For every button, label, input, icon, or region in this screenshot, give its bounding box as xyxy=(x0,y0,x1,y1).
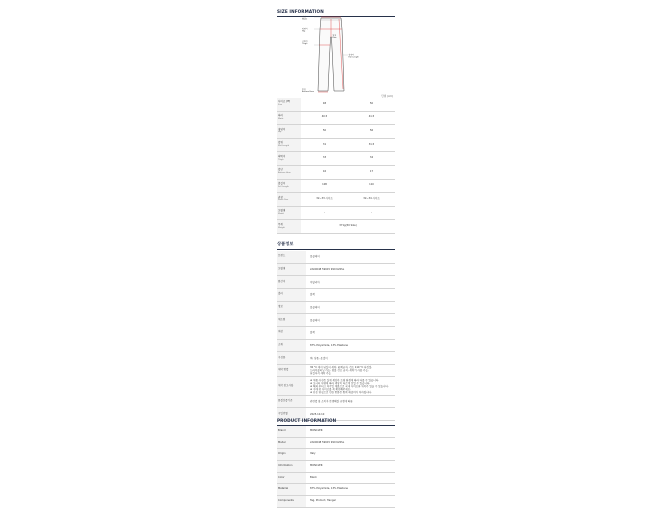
size-value: 31.5 xyxy=(348,138,395,152)
product-value-line: 2A00048 59615 999 K20SL xyxy=(310,268,345,271)
product-row xyxy=(277,301,395,314)
product-value-line: ★ 단순 변심으로 인한 반품은 왕복 배송비가 부과됩니다. xyxy=(310,390,372,394)
label-thigh: 허벅지 Thigh xyxy=(302,41,308,45)
product-row-value xyxy=(306,314,395,327)
product-en-row-label: Material xyxy=(277,484,306,496)
size-label-kr: 사이즈 (IT) xyxy=(278,100,291,104)
product-row-label: 품질보증기준 xyxy=(277,395,306,408)
product-en-row-label: Components xyxy=(277,496,306,508)
size-row xyxy=(277,193,395,207)
size-value: 31 xyxy=(301,138,348,152)
size-value: 41.5 xyxy=(348,111,395,125)
size-label-kr: 엉덩이 xyxy=(278,127,286,131)
label-bottom-hem: 밑단 Bottom Hem xyxy=(302,89,314,93)
size-value: 108 xyxy=(301,179,348,193)
size-label-kr: 총길이 xyxy=(278,181,286,185)
size-row xyxy=(277,206,395,220)
size-label-en: Model xyxy=(278,213,285,216)
size-row xyxy=(277,98,395,111)
size-value: 33 xyxy=(301,152,348,166)
product-row-label: 제조원 xyxy=(277,314,306,327)
product-en-row xyxy=(277,449,395,461)
size-label-kr: 밑위 xyxy=(278,141,283,145)
size-label-en: Bottom Hem xyxy=(278,172,291,175)
product-value-line: ★ 해외 부티크 직수입 제품으로 국내 사이즈와 차이가 있을 수 있습니다. xyxy=(310,384,389,388)
product-row xyxy=(277,314,395,327)
product-row xyxy=(277,377,395,395)
product-value-line: ★ 모니터 사양에 따라 색상이 다르게 보일 수 있습니다. xyxy=(310,381,371,385)
product-row-value xyxy=(306,301,395,314)
product-value-line: 블랙 xyxy=(310,331,315,335)
product-value-line: 뒤집어서 세탁 가능 xyxy=(310,372,331,376)
product-en-row-value: MONCLER xyxy=(306,426,395,437)
product-en-row-value: 2A00048 59615 999 K20SL xyxy=(306,437,395,449)
pants-size-diagram xyxy=(301,15,361,93)
product-row xyxy=(277,339,395,352)
product-en-row xyxy=(277,461,395,473)
product-row-value xyxy=(306,276,395,289)
size-value: 16 xyxy=(301,165,348,179)
product-en-row xyxy=(277,472,395,484)
product-row-label: 컬러 xyxy=(277,289,306,302)
product-row-value xyxy=(306,365,395,377)
size-label-kr: 허리 xyxy=(278,113,283,117)
product-value-line: 30 °C 에서 뒤집어 세탁, 표백금지, 건조 110 °C 다림질, xyxy=(310,366,373,370)
size-value: 50 xyxy=(301,125,348,139)
size-row xyxy=(277,138,395,152)
product-row-value xyxy=(306,395,395,408)
size-value: 40.5 xyxy=(301,111,348,125)
size-label-kr: 권장 xyxy=(278,195,283,199)
size-value: 56 xyxy=(348,125,395,139)
size-value: 50 xyxy=(348,98,395,111)
size-row xyxy=(277,179,395,193)
product-en-section-title: PRODUCT INFORMATION xyxy=(277,418,337,423)
product-row xyxy=(277,327,395,340)
size-value: 32~33 사이즈 xyxy=(301,193,348,207)
size-value: 34 xyxy=(348,152,395,166)
product-value-line: 87% Polyamide, 13% Elastane xyxy=(310,344,348,348)
size-value: 32~34 사이즈 xyxy=(348,193,395,207)
product-row-value xyxy=(306,339,395,352)
product-en-row-value: MONCLER xyxy=(306,461,395,473)
product-row-label: 정보 xyxy=(277,301,306,314)
product-section-divider xyxy=(277,249,395,250)
size-label-kr: 무게 xyxy=(278,222,283,226)
size-row-label xyxy=(277,179,301,193)
size-label-kr: 밑단 xyxy=(278,168,283,172)
product-table xyxy=(277,251,395,421)
size-table xyxy=(277,98,395,234)
product-row xyxy=(277,289,395,302)
product-en-row xyxy=(277,484,395,496)
product-en-row xyxy=(277,496,395,508)
product-en-row-label: Brand xyxy=(277,426,306,437)
label-full-length: 총길이 Full Length xyxy=(348,54,359,59)
product-value-line: 택, 상품, 옷걸이 xyxy=(310,356,328,360)
product-row-label: 구성품 xyxy=(277,352,306,365)
product-en-row-value: 87% Polyamide, 13% Elastane xyxy=(306,484,395,496)
product-en-table xyxy=(277,426,395,508)
product-section-title: 상품정보 xyxy=(277,241,294,246)
product-value-line: ★ 구매 전 사이즈를 꼭 확인해주세요. xyxy=(310,387,351,391)
size-label-kr: 허벅지 xyxy=(278,154,286,158)
size-value: 17 xyxy=(348,165,395,179)
product-en-row xyxy=(277,437,395,449)
product-en-row-value: Italy xyxy=(306,449,395,461)
label-hip: 엉덩이 Hip xyxy=(302,28,308,33)
product-value-line: 2025.10.10 xyxy=(310,412,325,416)
product-row xyxy=(277,365,395,377)
label-waist: 허리 Waist xyxy=(302,16,308,21)
product-value-line: 몽클레어 xyxy=(310,318,320,322)
product-row-value xyxy=(306,352,395,365)
product-row-label: 원산지 xyxy=(277,276,306,289)
product-value-line: ★ 제품 사진은 실제 색상과 조명 환경에 따라 다를 수 있습니다. xyxy=(310,378,379,382)
product-value-line: 몽클레어 xyxy=(310,255,320,259)
product-value-line: 드라이클리닝 가능, 텀블 건조 금지, 세탁기 사용 가능, xyxy=(310,369,369,373)
size-value: 48 xyxy=(301,98,348,111)
size-row-label xyxy=(277,165,301,179)
product-en-row-value: Black xyxy=(306,472,395,484)
size-row-label xyxy=(277,220,301,234)
size-label-en: Size xyxy=(278,104,283,107)
size-value: 110 xyxy=(348,179,395,193)
size-row xyxy=(277,111,395,125)
size-row-label xyxy=(277,98,301,111)
product-row-label: 제작 참고사항 xyxy=(277,377,306,395)
product-en-row-label: Color xyxy=(277,472,306,484)
size-row xyxy=(277,220,395,234)
product-en-row-label: Model xyxy=(277,437,306,449)
size-value: 371g(50 Size) xyxy=(301,220,395,234)
product-row-value xyxy=(306,377,395,395)
product-row xyxy=(277,276,395,289)
size-row xyxy=(277,152,395,166)
product-en-row-label: Information xyxy=(277,461,306,473)
size-label-kr: 모델명 xyxy=(278,209,286,213)
product-row-label: 모델명 xyxy=(277,263,306,276)
size-value: - xyxy=(301,206,348,220)
unit-label: 단위 (cm) xyxy=(381,95,393,98)
product-row-label: 구입연월 xyxy=(277,408,306,421)
product-row-value xyxy=(306,289,395,302)
size-row-label xyxy=(277,138,301,152)
product-row-value xyxy=(306,327,395,340)
size-label-en: Pants Size xyxy=(278,199,289,202)
size-row-label xyxy=(277,193,301,207)
product-en-row-value: Tag, Product, Hanger xyxy=(306,496,395,508)
size-label-en: Weight xyxy=(278,226,285,229)
product-row-label: 색상 xyxy=(277,327,306,340)
product-row xyxy=(277,395,395,408)
product-row-label: 브랜드 xyxy=(277,251,306,263)
product-row xyxy=(277,352,395,365)
size-row xyxy=(277,125,395,139)
size-row-label xyxy=(277,206,301,220)
product-value-line: 이탈리아 xyxy=(310,280,320,284)
size-label-en: Thigh xyxy=(278,158,284,161)
size-value: - xyxy=(348,206,395,220)
product-value-line: 관련법 및 소비자 분쟁해결 규정에 따름 xyxy=(310,400,353,404)
size-row xyxy=(277,165,395,179)
size-section-title: SIZE INFORMATION xyxy=(277,9,324,14)
size-label-en: Waist xyxy=(278,117,284,120)
product-row-value xyxy=(306,251,395,263)
size-label-en: Mid Length xyxy=(278,145,290,148)
product-row-label: 소재 xyxy=(277,339,306,352)
label-rise: 밑위 Rise xyxy=(332,35,337,39)
product-row-value xyxy=(306,263,395,276)
product-en-row xyxy=(277,426,395,437)
product-row xyxy=(277,251,395,263)
size-label-en: Hip xyxy=(278,131,282,134)
product-row xyxy=(277,263,395,276)
size-label-en: Full Length xyxy=(278,185,289,188)
size-row-label xyxy=(277,111,301,125)
product-row-label: 세탁 방법 xyxy=(277,365,306,377)
product-en-row-label: Origin xyxy=(277,449,306,461)
product-value-line: 몽클레어 xyxy=(310,306,320,310)
size-row-label xyxy=(277,152,301,166)
product-value-line: 블랙 xyxy=(310,293,315,297)
size-row-label xyxy=(277,125,301,139)
